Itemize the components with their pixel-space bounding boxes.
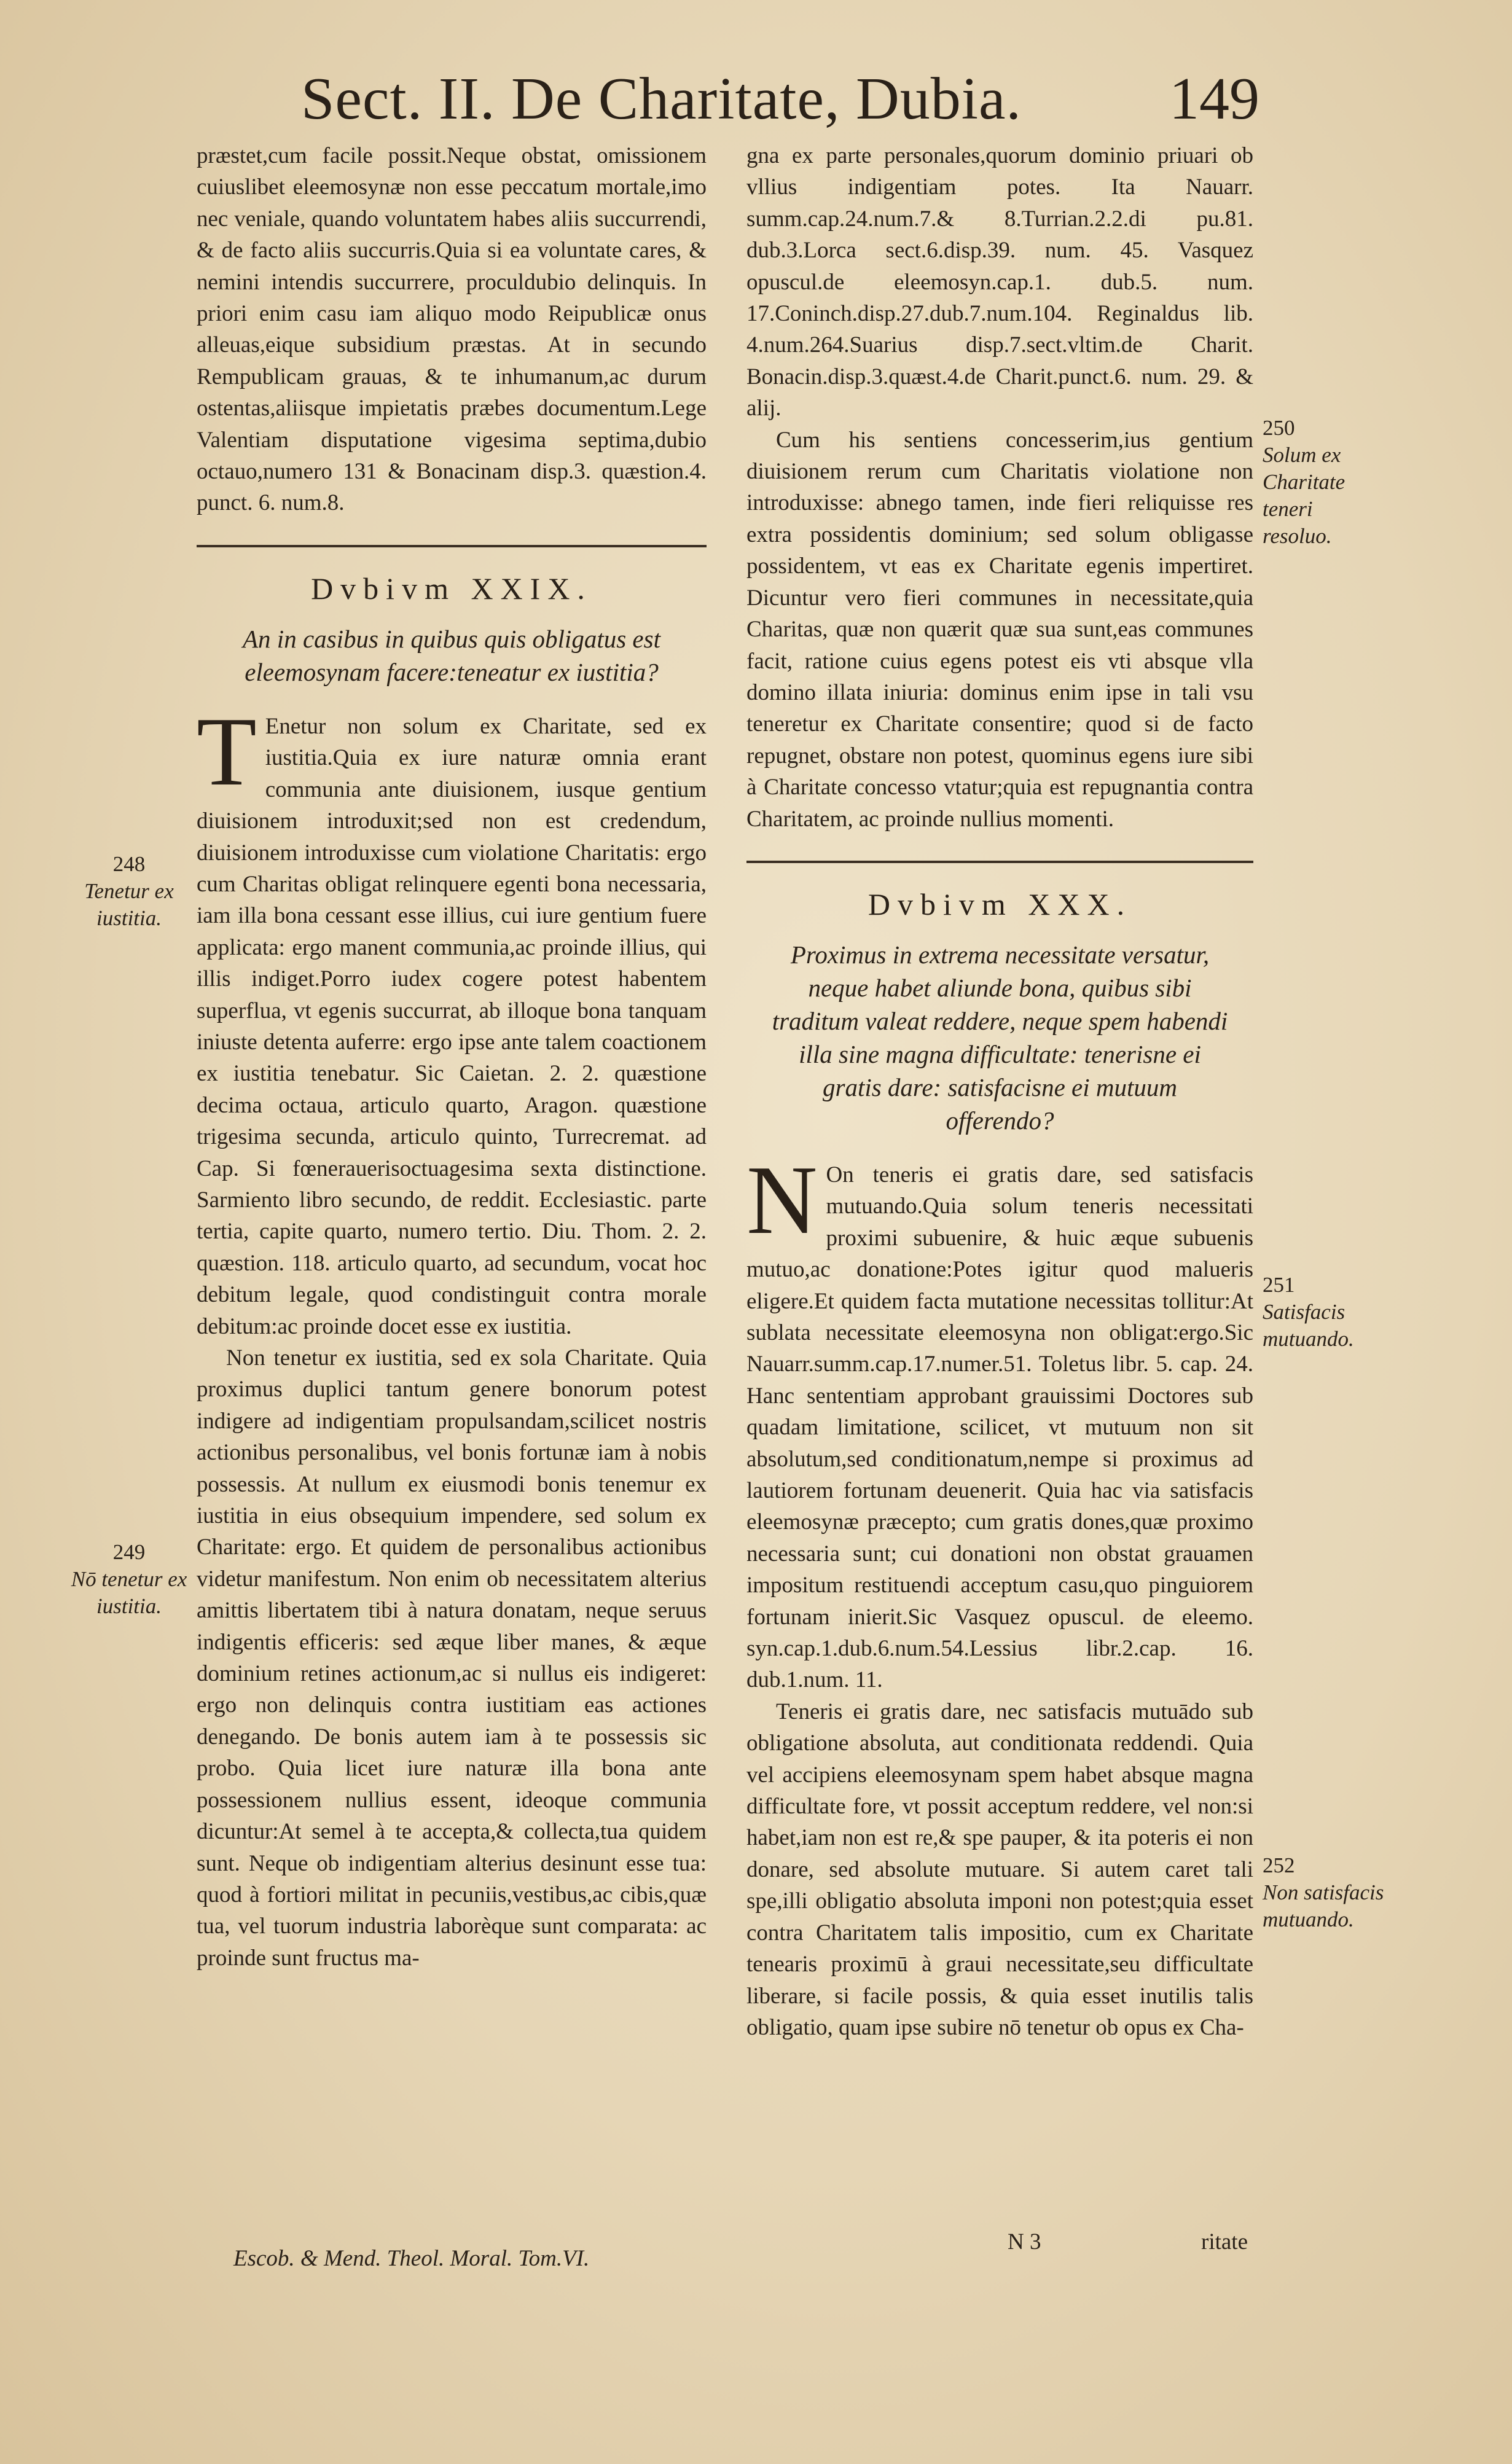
section-divider	[746, 861, 1253, 863]
drop-cap: N	[746, 1144, 818, 1254]
margin-note-text: Solum ex Charitate teneri resoluo.	[1263, 443, 1346, 548]
dubium-29-heading: Dvbivm XXIX.	[311, 571, 592, 606]
margin-note-249	[68, 1539, 190, 1620]
margin-note-number: 252	[1263, 1853, 1295, 1877]
page-header	[301, 65, 1259, 138]
paragraph-249: Non tenetur ex iustitia, sed ex sola Charitate. Quia proximus duplici tantum genere bonorum potest indigere ad indigentiam propulsandam,scilicet nostris actionibus personalibus, vel bonis fortunæ iam à nobis possessis. At nullum ex eiusmodi bonis tenemur ex iustitia in eius obsequium impendere, sed solum ex Charitate: ergo. Et quidem de personalibus actionibus videtur manifestum. Non enim ob necessitatem alterius amittis libertatem tibi à natura donatam, neque seruus indigentis efficeris: sed æque liber manes, & æque dominium retines actionum,ac si nullus eis indigeret: ergo non delinquis contra iustitiam eas actiones denegando. De bonis autem iam à te possessis sic probo. Quia licet iure naturæ illa bona ante possessionem nullius essent, ideoque communia dicuntur:At semel à te accepta,& collecta,tua quidem sunt. Neque ob indigentiam alterius desinunt esse tua: quod à fortiori militat in pecuniis,vestibus,ac cibis,quæ tua, vel tuorum industria laborèque sunt comparata: ac proinde sunt fructus ma-	[197, 1345, 707, 1971]
left-column	[197, 140, 707, 1974]
margin-note-248	[68, 851, 190, 932]
paragraph-251	[746, 1144, 1253, 1696]
paragraph-251-text: On teneris ei gratis dare, sed satisfacis mutuando.Quia solum teneris necessitati proximi subuenire, & huic æque subuenis mutuo,ac donatione:Potes igitur quod malueris eligere.Et quidem facta mutatione necessitas tollitur:At sublata necessitate eleemosyna non obligat:ergo.Sic Nauarr.summ.cap.17.numer.51. Toletus libr. 5. cap. 24. Hanc sententiam approbant grauissimi Doctores sub quadam limitatione, scilicet, vt mutuum non sit absolutum,sed conditionatum,nempe si proximus ad lautiorem fortunam deuenerit. Quia hac via satisfacis eleemosynæ præcepto; cum gratis dones,quæ proximo necessaria sunt; cui donationi non obstat grauamen impositum restituendi acceptum casu,quo pinguiorem fortunam inierit.Sic Vasquez opuscul. de eleemo. syn.cap.1.dub.6.num.54.Lessius libr.2.cap. 16. dub.1.num. 11.	[746, 1162, 1253, 1693]
margin-note-251	[1263, 1272, 1385, 1353]
page-number: 149	[1169, 66, 1259, 132]
margin-note-number: 249	[112, 1540, 146, 1564]
margin-note-number: 250	[1263, 416, 1295, 440]
paragraph-250: Cum his sentiens concesserim,ius gentium diuisionem rerum cum Charitatis violatione non introduxisse: abnego tamen, inde fieri reliquisse res extra possidentis dominium; sed solum obligasse possidentem, vt eas ex Charitate egenis impertiret. Dicuntur vero fieri communes in necessitate,quia Charitas, quæ non quærit quæ sua sunt,eas communes facit, ratione cuius egens potest eis vti absque vlla domino illata iniuria: dominus enim ipse in tali vsu teneretur ex Charitate consentire; quod si de facto repugnet, obstare non potest, quominus egens iure sibi à Charitate concesso vtatur;quia est repugnantia contra Charitatem, ac proinde nullius momenti.	[746, 427, 1253, 832]
catchword: ritate	[1201, 2229, 1248, 2255]
section-divider	[197, 545, 707, 547]
margin-note-number: 248	[112, 852, 146, 876]
running-foot: Escob. & Mend. Theol. Moral. Tom.VI.	[233, 2246, 590, 2271]
signature-mark: N 3	[1008, 2229, 1041, 2255]
dubium-29-question: An in casibus in quibus quis obligatus est eleemosynam facere:teneatur ex iustitia?	[243, 624, 660, 686]
right-intro-paragraph: gna ex parte personales,quorum dominio priuari ob vllius indigentiam potes. Ita Nauarr. summ.cap.24.num.7.& 8.Turrian.2.2.di pu.81. dub.3.Lorca sect.6.disp.39. num. 45. Vasquez opuscul.de eleemosyn.cap.1. dub.5. num. 17.Coninch.disp.27.dub.7.num.104. Reginaldus lib. 4.num.264.Suarius disp.7.sect.vltim.de Charit. Bonacin.disp.3.quæst.4.de Charit.punct.6. num. 29. & alij.	[746, 143, 1253, 421]
paragraph-248	[197, 696, 707, 1342]
paragraph-252: Teneris ei gratis dare, nec satisfacis mutuādo sub obligatione absoluta, aut conditionata reddendi. Quia vel accipiens eleemosynam spem habet absque magna difficultate fore, vt possit acceptum reddere, vel non:si habet,iam non est re,& spe pauper, & ita poteris ei non donare, sed absolute mutuare. Si autem caret tali spe,illi obligatio absoluta imponi non potest;quia esset contra Charitatem talis impositio, cum ex Charitate tenearis proximū à graui necessitate,seu difficultate liberare, si facile possis, & quia esset inutilis talis obligatio, quam ipse subire nō tenetur ob opus ex Cha-	[746, 1699, 1253, 2040]
right-column	[746, 140, 1253, 2043]
drop-cap: T	[197, 696, 257, 806]
running-title: Sect. II. De Charitate, Dubia.	[301, 66, 1022, 132]
margin-note-250	[1263, 415, 1385, 550]
paragraph-248-text: Enetur non solum ex Charitate, sed ex iustitia.Quia ex iure naturæ omnia erant communia ante diuisionem, iusque gentium diuisionem introduxit;sed non est credendum, diuisionem introduxisse cum violatione Charitatis: ergo cum Charitas obligat relinquere egenti bona necessaria, iam illa bona cessant esse illius, cui iure gentium fuere applicata: ergo manent communia,ac proinde illius, qui illis indiget.Porro iudex cogere potest habentem superflua, vt egenis succurrat, ab illoque bona tanquam iniuste detenta auferre: ergo ipse ante talem coactionem ex iustitia tenebatur. Sic Caietan. 2. 2. quæstione decima octaua, articulo quarto, Aragon. quæstione trigesima secunda, articulo quinto, Turrecremat. ad Cap. Si fœnerauerisoctuagesima sexta distinctione. Sarmiento libro secundo, de reddit. Ecclesiastic. parte tertia, capite quarto, numero tertio. Diu. Thom. 2. 2. quæstion. 118. articulo quarto, ad secundum, vocat hoc debitum legale, quod condistinguit contra morale debitum:ac proinde docet esse ex iustitia.	[197, 713, 707, 1339]
margin-note-252	[1263, 1852, 1385, 1933]
left-intro-paragraph: præstet,cum facile possit.Neque obstat, omissionem cuiuslibet eleemosynæ non esse peccatum mortale,imo nec veniale, quando voluntatem habes aliis succurrendi, & de facto aliis succurris.Quia si ea voluntate cares, & nemini intendis succurrere, proculdubio delinquis. In priori enim casu iam aliquo modo Reipublicæ onus alleuas,eique subsidium præstas. At in secundo Rempublicam grauas, & te inhumanum,ac durum ostentas,aliisque impietatis præbes documentum.Lege Valentiam disputatione vigesima septima,dubio octauo,numero 131 & Bonacinam disp.3. quæstion.4. punct. 6. num.8.	[197, 143, 707, 516]
margin-note-text: Non satisfacis mutuando.	[1263, 1880, 1384, 1931]
margin-note-text: Nō tenetur ex iustitia.	[71, 1567, 187, 1618]
margin-note-text: Satisfacis mutuando.	[1263, 1300, 1354, 1351]
dubium-30-question: Proximus in extrema necessitate versatur, neque habet aliunde bona, quibus sibi traditum valeat reddere, neque spem habendi illa sine magna difficultate: tenerisne ei gratis dare: satisfacisne ei mutuum offerendo?	[772, 940, 1228, 1135]
margin-note-number: 251	[1263, 1273, 1295, 1297]
dubium-30-heading: Dvbivm XXX.	[868, 886, 1132, 921]
margin-note-text: Tenetur ex iustitia.	[84, 879, 174, 930]
